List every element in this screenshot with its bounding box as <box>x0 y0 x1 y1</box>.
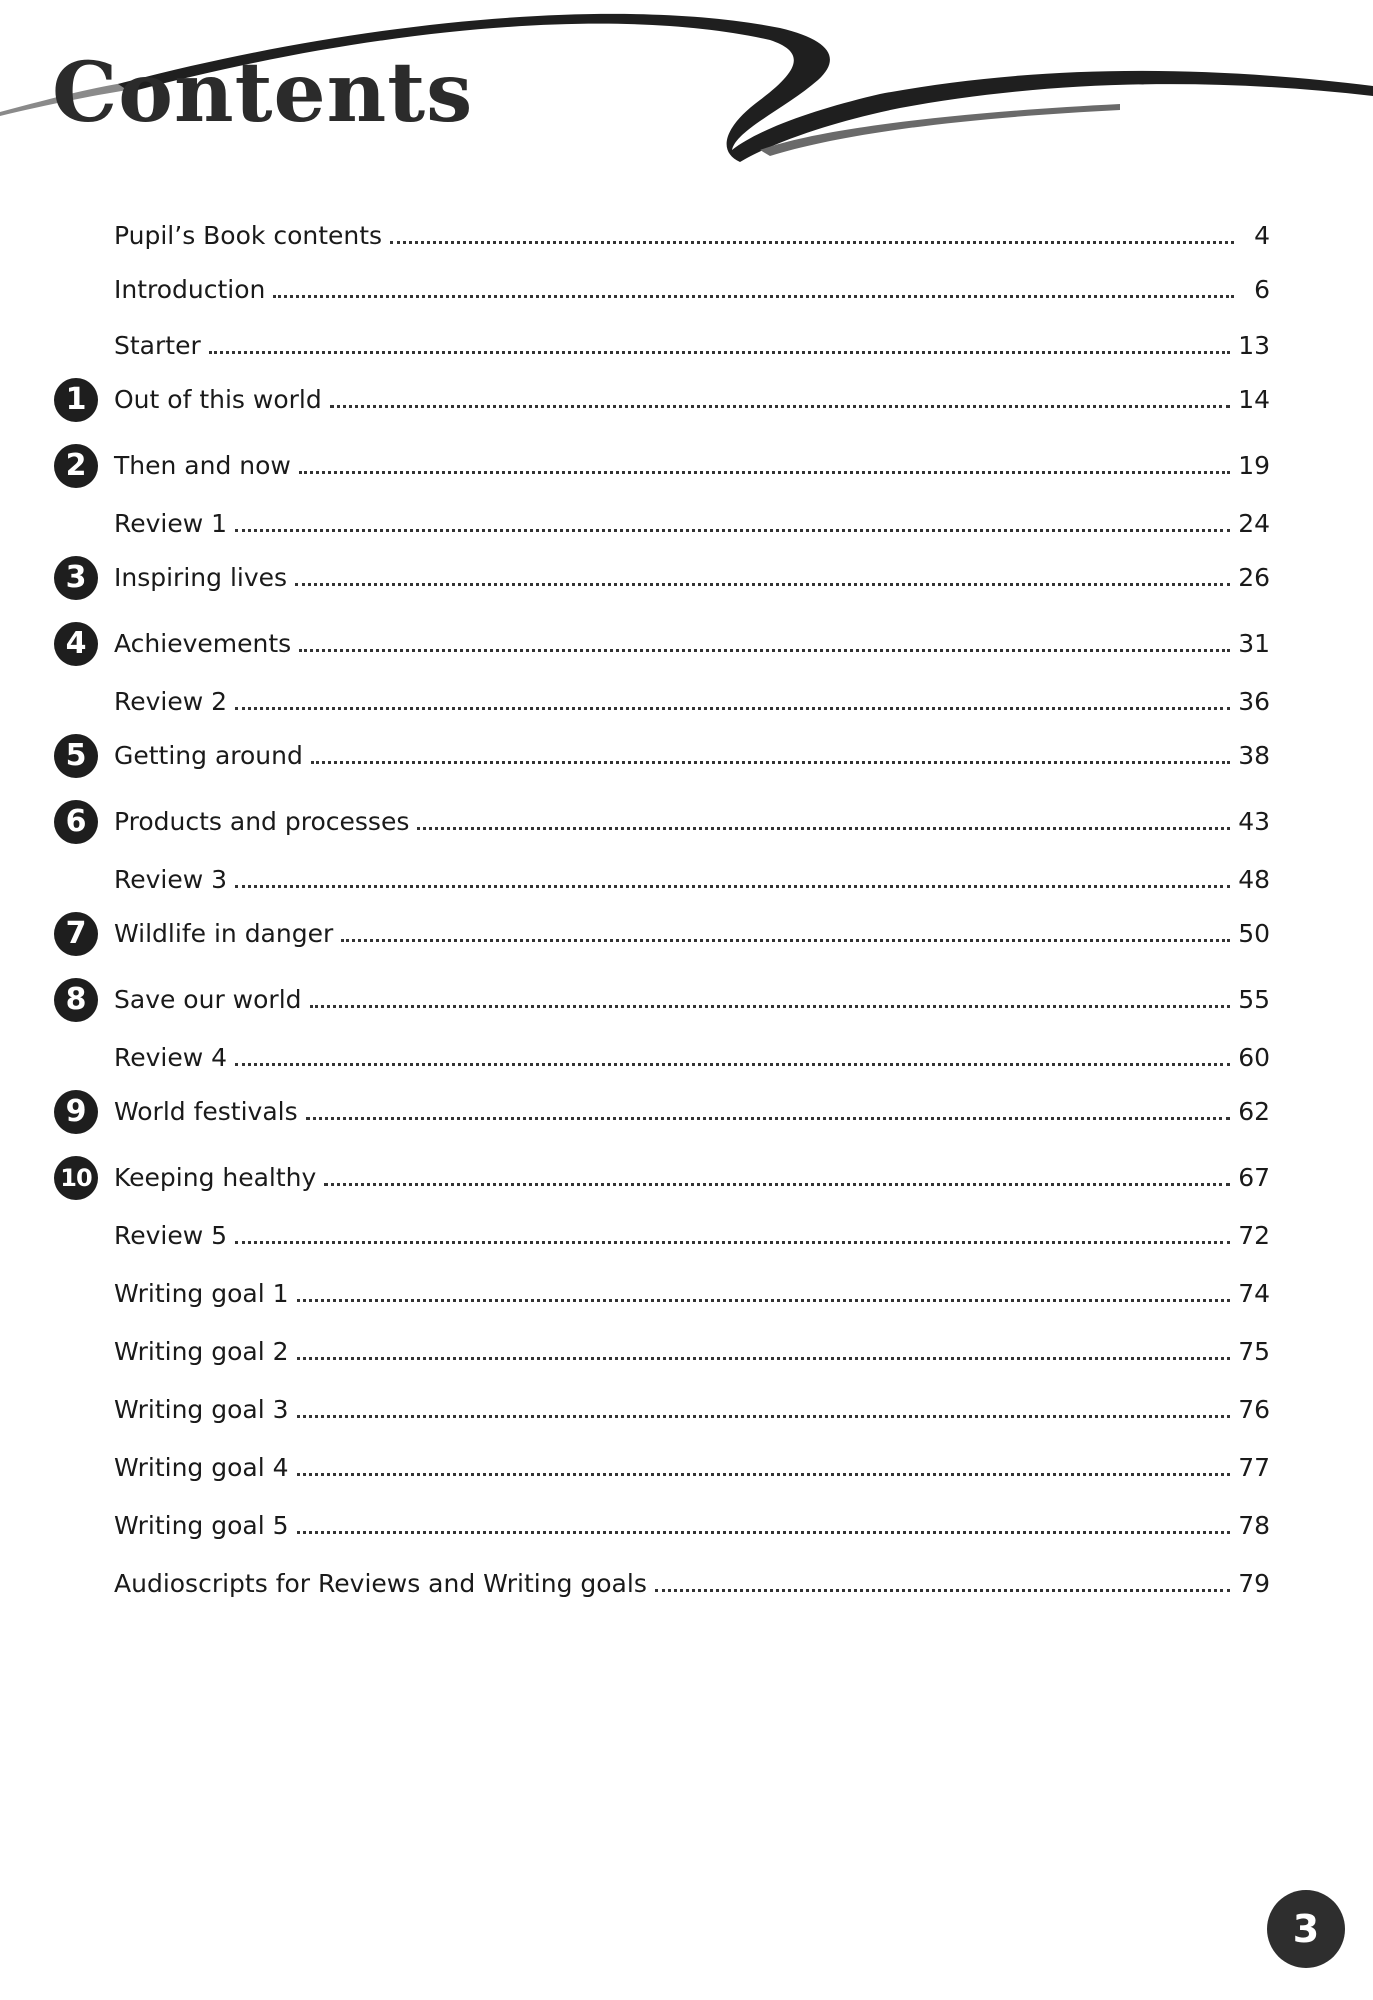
toc-entry[interactable] <box>50 1566 1270 1606</box>
toc-entry-title: Review 3 <box>114 865 228 894</box>
toc-entry-line <box>114 1392 1270 1428</box>
toc-entry-unit[interactable] <box>50 738 1270 778</box>
toc-entry-title: World festivals <box>114 1097 298 1126</box>
toc-entry-line <box>114 1218 1270 1254</box>
toc-entry-line <box>114 738 1270 774</box>
toc-entry-unit[interactable] <box>50 382 1270 422</box>
toc-entry-page-number: 62 <box>1238 1097 1270 1126</box>
toc-entry[interactable] <box>50 862 1270 902</box>
dot-leader <box>311 761 1230 764</box>
toc-entry-line <box>114 560 1270 596</box>
dot-leader <box>341 939 1230 942</box>
page-number-badge: 3 <box>1267 1890 1345 1968</box>
toc-entry-title: Review 2 <box>114 687 228 716</box>
toc-entry-title: Introduction <box>114 275 266 304</box>
toc-entry-line <box>114 1334 1270 1370</box>
dot-leader <box>295 583 1230 586</box>
dot-leader <box>235 529 1230 532</box>
toc-entry-page-number: 60 <box>1238 1043 1270 1072</box>
toc-entry[interactable] <box>50 1392 1270 1432</box>
toc-entry-line <box>114 1566 1270 1602</box>
toc-entry-line <box>114 804 1270 840</box>
toc-entry-title: Achievements <box>114 629 292 658</box>
toc-entry[interactable] <box>50 1040 1270 1080</box>
dot-leader <box>297 1299 1231 1302</box>
dot-leader <box>235 707 1230 710</box>
dot-leader <box>297 1531 1231 1534</box>
toc-entry-unit[interactable] <box>50 982 1270 1022</box>
toc-entry-page-number: 38 <box>1238 741 1270 770</box>
unit-number-badge: 3 <box>54 556 98 600</box>
dot-leader <box>299 471 1230 474</box>
toc-entry-title: Pupil’s Book contents <box>114 221 383 250</box>
toc-entry-line <box>114 1160 1270 1196</box>
toc-entry-page-number: 76 <box>1238 1395 1270 1424</box>
toc-entry-unit[interactable] <box>50 804 1270 844</box>
toc-entry-page-number: 36 <box>1238 687 1270 716</box>
toc-entry-line <box>114 916 1270 952</box>
toc-entry-page-number: 43 <box>1238 807 1270 836</box>
toc-entry-title: Writing goal 2 <box>114 1337 289 1366</box>
toc-entry-line <box>114 328 1270 364</box>
toc-entry-page-number: 48 <box>1238 865 1270 894</box>
toc-entry-line <box>114 506 1270 542</box>
unit-number-badge: 8 <box>54 978 98 1022</box>
toc-entry-page-number: 78 <box>1238 1511 1270 1540</box>
toc-entry-unit[interactable] <box>50 916 1270 956</box>
toc-entry-title: Wildlife in danger <box>114 919 334 948</box>
toc-entry-line <box>114 626 1270 662</box>
toc-entry-title: Getting around <box>114 741 303 770</box>
toc-entry-page-number: 79 <box>1238 1569 1270 1598</box>
toc-entry-page-number: 67 <box>1238 1163 1270 1192</box>
toc-entry-line <box>114 1276 1270 1312</box>
page-title: Contents <box>52 45 474 141</box>
toc-entry-line <box>114 1450 1270 1486</box>
unit-number-badge: 9 <box>54 1090 98 1134</box>
toc-entry-line <box>114 684 1270 720</box>
toc-entry[interactable] <box>50 328 1270 368</box>
toc-entry-page-number: 13 <box>1238 331 1270 360</box>
toc-entry-page-number: 75 <box>1238 1337 1270 1366</box>
toc-entry-page-number: 24 <box>1238 509 1270 538</box>
dot-leader <box>417 827 1230 830</box>
toc-entry-page-number: 19 <box>1238 451 1270 480</box>
dot-leader <box>299 649 1230 652</box>
toc-entry-title: Starter <box>114 331 201 360</box>
toc-entry-title: Writing goal 5 <box>114 1511 289 1540</box>
toc-entry-title: Then and now <box>114 451 291 480</box>
toc-entry-page-number: 31 <box>1238 629 1270 658</box>
toc-entry-page-number: 74 <box>1238 1279 1270 1308</box>
dot-leader <box>310 1005 1231 1008</box>
toc-entry-line <box>114 272 1270 308</box>
toc-entry-unit[interactable] <box>50 1094 1270 1134</box>
toc-entry-page-number: 50 <box>1238 919 1270 948</box>
toc-entry-page-number: 6 <box>1254 275 1270 304</box>
toc-entry-unit[interactable] <box>50 626 1270 666</box>
toc-entry-line <box>114 1094 1270 1130</box>
toc-entry-title: Writing goal 1 <box>114 1279 289 1308</box>
dot-leader <box>273 295 1234 298</box>
dot-leader <box>235 1241 1230 1244</box>
toc-entry-line <box>114 382 1270 418</box>
toc-entry-page-number: 55 <box>1238 985 1270 1014</box>
dot-leader <box>390 241 1234 244</box>
toc-entry-title: Keeping healthy <box>114 1163 317 1192</box>
toc-entry-title: Writing goal 4 <box>114 1453 289 1482</box>
toc-entry[interactable] <box>50 218 1270 258</box>
toc-entry-unit[interactable] <box>50 448 1270 488</box>
toc-entry-line <box>114 1040 1270 1076</box>
toc-entry-title: Audioscripts for Reviews and Writing goals <box>114 1569 647 1598</box>
toc-entry-title: Products and processes <box>114 807 410 836</box>
toc-entry-unit[interactable] <box>50 560 1270 600</box>
unit-number-badge: 4 <box>54 622 98 666</box>
toc-entry-title: Review 4 <box>114 1043 228 1072</box>
toc-entry-title: Review 1 <box>114 509 228 538</box>
unit-number-badge: 1 <box>54 378 98 422</box>
toc-entry-title: Save our world <box>114 985 302 1014</box>
toc-entry-title: Review 5 <box>114 1221 228 1250</box>
unit-number-badge: 5 <box>54 734 98 778</box>
toc-entry-title: Inspiring lives <box>114 563 288 592</box>
dot-leader <box>235 885 1230 888</box>
dot-leader <box>297 1473 1231 1476</box>
unit-number-badge: 2 <box>54 444 98 488</box>
toc-entry-line <box>114 862 1270 898</box>
toc-entry[interactable] <box>50 1334 1270 1374</box>
toc-entry[interactable] <box>50 1276 1270 1316</box>
toc-entry-page-number: 26 <box>1238 563 1270 592</box>
dot-leader <box>330 405 1230 408</box>
toc-entry-unit[interactable] <box>50 1160 1270 1200</box>
toc-entry[interactable] <box>50 272 1270 312</box>
unit-number-badge: 10 <box>54 1156 98 1200</box>
toc-entry-page-number: 77 <box>1238 1453 1270 1482</box>
unit-number-badge: 7 <box>54 912 98 956</box>
unit-number-badge: 6 <box>54 800 98 844</box>
toc-entry-page-number: 14 <box>1238 385 1270 414</box>
toc-entry-line <box>114 218 1270 254</box>
dot-leader <box>655 1589 1230 1592</box>
toc-entry[interactable] <box>50 1450 1270 1490</box>
dot-leader <box>209 351 1230 354</box>
toc-entry-page-number: 4 <box>1254 221 1270 250</box>
dot-leader <box>297 1415 1231 1418</box>
toc-entry[interactable] <box>50 506 1270 546</box>
toc-entry-line <box>114 1508 1270 1544</box>
toc-entry-page-number: 72 <box>1238 1221 1270 1250</box>
dot-leader <box>324 1183 1230 1186</box>
dot-leader <box>297 1357 1231 1360</box>
toc-entry[interactable] <box>50 1218 1270 1258</box>
dot-leader <box>235 1063 1230 1066</box>
toc-entry[interactable] <box>50 1508 1270 1548</box>
dot-leader <box>306 1117 1231 1120</box>
toc-entry-title: Writing goal 3 <box>114 1395 289 1424</box>
toc-entry-title: Out of this world <box>114 385 322 414</box>
toc-entry[interactable] <box>50 684 1270 724</box>
toc-entry-line <box>114 448 1270 484</box>
toc-entry-line <box>114 982 1270 1018</box>
